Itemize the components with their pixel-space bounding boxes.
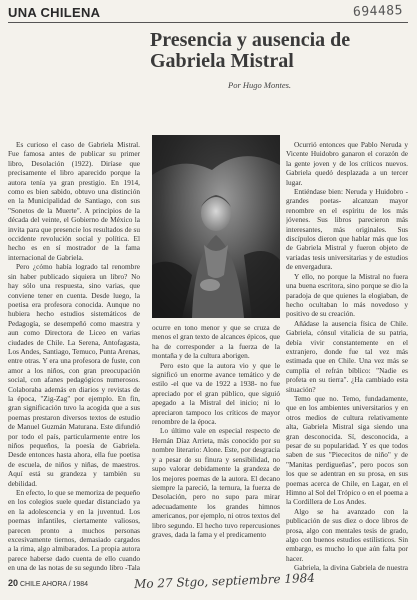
publication-name: CHILE AHORA / 1984 bbox=[19, 581, 89, 588]
column-right bbox=[286, 140, 408, 572]
article-byline: Por Hugo Montes. bbox=[228, 80, 292, 90]
paragraph: Añádase la ausencia física de Chile. Gabriela, cónsul vitalicia de su patria, debía vivir constantemente en el extranjero, donde fue tal vez más estimada que en Chile. Una vez más se cumplía el refrán bíblico: "Nadie es profeta en su tierra". ¿Ha cambiado esta situación? bbox=[286, 318, 408, 394]
paragraph: Algo se ha avanzado con la publicación de sus diez o doce libros de prosa, algo con mentales tesis de grado, algo con buenos estudios estilísticos. Sin embargo, es mucho lo que aún falta por hacer. bbox=[286, 506, 408, 563]
paragraph: Es curioso el caso de Gabriela Mistral. Fue famosa antes de publicar su primer libro, Desolación (1922). Diríase que precisamente el libro aparecido porque la autora tenía ya gran prestigio. En 1914, como es bien sabido, obtuvo una distinción en la Municipalidad de Santiago, con sus "Sonetos de la Muerte". A principios de la década del veinte, el Gobierno de México la invita para que presencie los resultados de su occidente revolución social y política. El hecho es en sí mostrador de la fama internacional de Gabriela. bbox=[8, 140, 140, 262]
paragraph: Entiéndase bien: Neruda y Huidobro -grandes poetas- alcanzan mayor renombre en el espíritu de los más jóvenes. Sus libros parecieron más interesantes, más originales. Sus discípulos dieron que hablar más que los de Gabriela Mistral y fueron objeto de variadas tesis universitarias y de estudios de envergadura. bbox=[286, 187, 408, 272]
article-title: Presencia y ausencia de Gabriela Mistral bbox=[150, 29, 351, 72]
paragraph: Pero ¿cómo había logrado tal renombre sin haber publicado siquiera un libro? No hay sólo una respuesta, sino varias, que conviene tener en cuenta. Desde luego, la poetisa era profesora conocida. Aunque no hubiera hecho estudios sistemáticos de Pedagogía, se desempeñó como maestra y aun como Directora de Liceo en varias ciudades de Chile. La Serena, Antofagasta, Los Andes, Santiago, Temuco, Punta Arenas, entre otras. Y era una profesora de fuste, con amor a los niños, con gran preocupación social, con afanes pedagógicos numerosos. Colaboraba además en diarios y revistas de la época, "Zig-Zag" por ejemplo. En fin, gran significación tuvo la acogida que a sus poemas prestaron diversos textos de estudio de Manuel Guzmán Maturana. Este difundió por todo el país, particularmente entre los niños pequeños, la poesía de Gabriela. Desde entonces hasta ahora, ella fue poetisa de escuela, de niños y niñas, de maestros. Aquí está su grandeza y también su debilidad. bbox=[8, 262, 140, 488]
paragraph: Y ello, no porque la Mistral no fuera una buena escritora, sino porque se dio la paradoja de que quienes la elogiaban, de hecho ocultaban lo más novedoso y positivo de su creación. bbox=[286, 271, 408, 319]
paragraph: ocurre en tono menor y que se cruza de menos el gran texto de alcances épicos, que ha de corresponder a la fuerza de la montaña y de la cultura aborigen. bbox=[152, 323, 280, 361]
page-footer bbox=[8, 578, 88, 588]
page-number: 20 bbox=[8, 578, 19, 588]
paragraph: Lo último vale en especial respecto de Hernán Díaz Arrieta, más conocido por su nombre literario: Alone. Este, por desgracia y a pesar de su finura y sensibilidad, no supo valorar debidamente la grandeza de los mejores poemas de la autora. El decano siempre la pareció, la ternura, la fuerza de Desolación, pero no supo para mirar adecuadamente los grandes himnos americanos, por ejemplo, ni otros textos del libro segundo. El hecho tuvo repercusiones graves, dada la fama y el predicamento bbox=[152, 426, 280, 539]
paragraph: En efecto, lo que se memoriza de pequeño en los colegios suele quedar distanciado ya en la adolescencia y en la juventud. Los poemas infantiles, ciertamente valiosos, parecen pronto a muchos personas excesivamente tiernos, demasiado cargados a la rima, algo almibarados. La propia autora parece haberse dado cuenta de ello cuando en una de las notas de su segundo libro -Tala bbox=[8, 488, 140, 572]
handwritten-date: Mo 27 Stgo, septiembre 1984 bbox=[133, 570, 316, 592]
author-photo bbox=[152, 135, 280, 318]
column-middle bbox=[152, 323, 280, 572]
header-rule bbox=[8, 22, 408, 23]
section-header: UNA CHILENA bbox=[8, 5, 101, 20]
paragraph: Gabriela, la divina Gabriela de nuestra bbox=[294, 563, 408, 572]
paragraph: Pero esto que la autora vio y que le significó un enorme avance temático y de estilo -el que va de 1922 a 1938- no fue apreciado por el gran público, que siguió apegado a la Mistral del inicio; ni lo apreciaron tampoco los críticos de mayor renombre de la época. bbox=[152, 360, 280, 427]
paragraph: Temo que no. Temo, fundadamente, que en los ambientes universitarios y en otros medios de cultura relativamente alta, Gabriela Mistral siga siendo una gran desconocida. Sí, desconocida, a pesar de su popularidad. Y es que todos saben de sus "Piececitos de niño" y de "Manitas perdigueñas", pero pocos son los que se adentran en su prosa, en sus poemas acerca de Chile, en Lagar, en el Himno al Sol del Trópico o en el poema a la Cordillera de Los Andes. bbox=[286, 393, 408, 507]
column-left bbox=[8, 140, 140, 572]
paragraph: Ocurrió entonces que Pablo Neruda y Vicente Huidobro ganaron el corazón de la gente joven y de los críticos nuevos. Gabriela quedó desplazada a un tercer lugar. bbox=[286, 140, 408, 187]
archive-number: 694485 bbox=[352, 3, 404, 20]
